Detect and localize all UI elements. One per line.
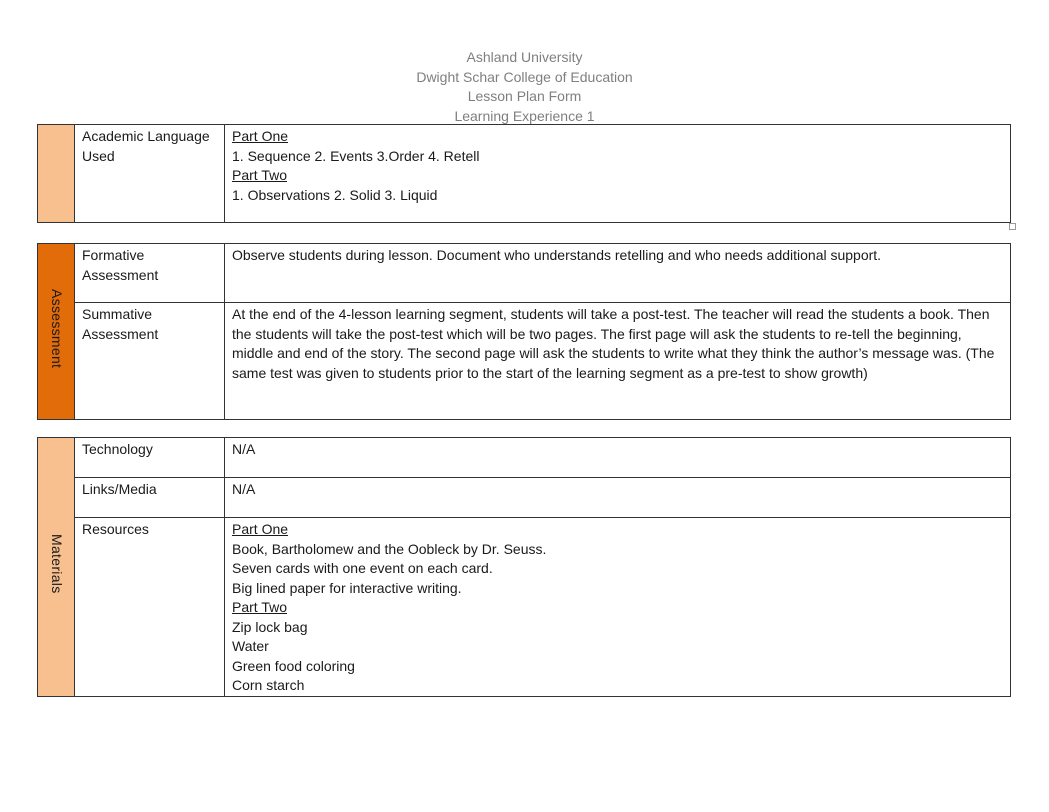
materials-section-label: Materials [48,534,65,594]
summative-assessment-label: Summative Assessment [75,303,225,420]
list-item: Green food coloring [232,657,355,674]
table-resize-handle[interactable] [1009,223,1016,230]
assessment-table [37,243,1011,420]
summative-assessment-text: At the end of the 4-lesson learning segment, students will take a post-test. The teacher will read the students a book. Then the students will take the post-test which will be two pages. The first page will ask the students to re-tell the beginning, middle and end of the story. The second page will ask the students to write what they think the author’s message was. (The same test was given to students prior to the start of the learning segment as a pre-test to show growth) [225,303,1011,420]
list-item: Water [232,638,269,654]
resources-part-one-heading: Part One [232,521,289,537]
academic-part-one-heading: Part One [232,128,289,144]
form-title: Lesson Plan Form [467,88,582,104]
resources-part-two-heading: Part Two [232,599,287,615]
academic-language-table [37,124,1011,223]
academic-language-label: Academic Language Used [75,125,225,223]
document-header [0,48,1049,126]
formative-assessment-text: Observe students during lesson. Document who understands retelling and who needs additional support. [225,244,1011,303]
college-name: Dwight Schar College of Education [416,68,633,85]
list-item: Big lined paper for interactive writing. [232,579,462,596]
assessment-section-label: Assessment [48,289,65,369]
technology-value: N/A [225,438,1011,478]
links-media-label: Links/Media [75,478,225,518]
list-item: Corn starch [232,677,305,693]
list-item: Seven cards with one event on each card. [232,560,493,576]
academic-part-one-text: 1. Sequence 2. Events 3.Order 4. Retell [232,147,480,164]
resources-content [225,518,1011,697]
experience-title: Learning Experience 1 [454,107,595,124]
academic-part-two-text: 1. Observations 2. Solid 3. Liquid [232,186,438,203]
academic-side-bar [38,125,75,223]
resources-label: Resources [75,518,225,697]
academic-language-content [225,125,1011,223]
assessment-side-bar [38,244,75,420]
links-media-value: N/A [225,478,1011,518]
materials-side-bar [38,438,75,697]
technology-label: Technology [75,438,225,478]
materials-table [37,437,1011,697]
list-item: Zip lock bag [232,618,308,635]
formative-assessment-label: Formative Assessment [75,244,225,303]
academic-part-two-heading: Part Two [232,167,287,183]
university-name: Ashland University [466,49,583,65]
list-item: Book, Bartholomew and the Oobleck by Dr. Seuss. [232,540,547,557]
